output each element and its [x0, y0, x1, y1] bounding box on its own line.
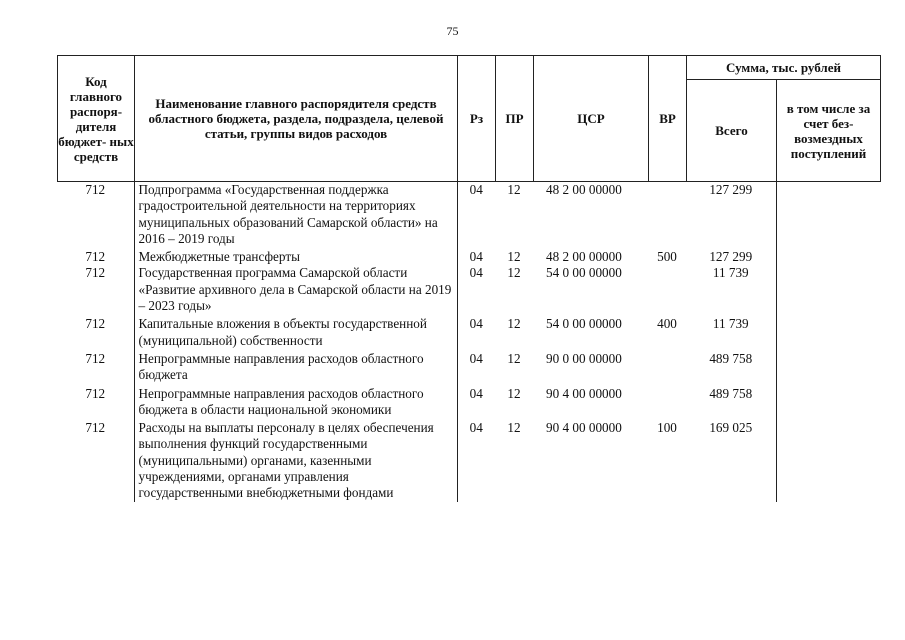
cell-vr: 400: [657, 316, 677, 332]
cell-pr: 12: [507, 420, 521, 436]
cell-vr: [648, 182, 686, 249]
header-sum: Сумма, тыс. рублей: [687, 56, 881, 80]
cell-name: Непрограммные направления расходов областного бюджета в области национальной экономики: [134, 386, 457, 421]
cell-code: 712: [57, 420, 134, 501]
cell-rz: 04: [469, 420, 483, 436]
cell-name: Расходы на выплаты персоналу в целях обеспечения выполнения функций государственными (муниципальными) органами, казенными учреждениями, органами управления государственными внебюджетными фондами: [134, 420, 457, 501]
cell-total: 127 299: [686, 182, 776, 249]
cell-total: 489 758: [686, 351, 776, 386]
cell-code: 712: [57, 386, 134, 421]
cell-csr: 48 2 00 00000: [546, 249, 622, 265]
table-row: [57, 182, 880, 249]
table-row: [57, 351, 880, 386]
header-pr: ПР: [496, 56, 534, 182]
header-rz: Рз: [458, 56, 496, 182]
cell-incl: [776, 386, 880, 421]
cell-vr: 100: [657, 420, 677, 436]
cell-incl: [776, 182, 880, 249]
budget-table-body: [57, 182, 880, 502]
cell-code: 712: [57, 351, 134, 386]
cell-total: 11 739: [686, 265, 776, 316]
cell-incl: [776, 420, 880, 501]
cell-csr: 48 2 00 00000: [546, 182, 622, 197]
cell-rz: 04: [469, 265, 483, 281]
cell-name: Государственная программа Самарской области «Развитие архивного дела в Самарской области на 2019 – 2023 годы»: [134, 265, 457, 316]
header-name: Наименование главного распорядителя средств областного бюджета, раздела, подраздела, целевой статьи, группы видов расходов: [135, 56, 458, 182]
cell-total: 489 758: [686, 386, 776, 421]
header-total: Всего: [687, 80, 777, 182]
page-number: 75: [446, 24, 459, 38]
header-code: Код главного распоря- дителя бюджет- ных средств: [58, 56, 135, 182]
cell-pr: 12: [507, 249, 521, 265]
cell-code: 712: [57, 316, 134, 351]
cell-code: 712: [57, 265, 134, 316]
cell-rz: 04: [469, 350, 483, 366]
cell-rz: 04: [469, 316, 483, 332]
cell-vr: [648, 265, 686, 316]
cell-code: 712: [57, 182, 134, 249]
cell-csr: 90 0 00 00000: [546, 350, 622, 366]
cell-rz: 04: [469, 182, 483, 197]
table-row: [57, 265, 880, 316]
cell-name: Капитальные вложения в объекты государственной (муниципальной) собственности: [134, 316, 457, 351]
cell-incl: [776, 249, 880, 265]
cell-incl: [776, 265, 880, 316]
cell-name: Непрограммные направления расходов областного бюджета: [134, 351, 457, 386]
table-row: [57, 316, 880, 351]
cell-total: 11 739: [686, 316, 776, 351]
header-csr: ЦСР: [534, 56, 649, 182]
cell-rz: 04: [469, 249, 483, 265]
cell-total: 169 025: [686, 420, 776, 501]
cell-csr: 90 4 00 00000: [546, 420, 622, 436]
cell-total: 127 299: [686, 249, 776, 265]
header-vr: ВР: [649, 56, 687, 182]
cell-pr: 12: [507, 265, 521, 281]
cell-rz: 04: [469, 385, 483, 401]
table-row: [57, 249, 880, 265]
cell-incl: [776, 351, 880, 386]
table-row: [57, 386, 880, 421]
cell-code: 712: [57, 249, 134, 265]
cell-pr: 12: [507, 316, 521, 332]
cell-pr: 12: [507, 350, 521, 366]
table-row: [57, 420, 880, 501]
cell-vr: [648, 386, 686, 421]
cell-vr: 500: [657, 249, 677, 265]
header-incl: в том числе за счет без- возмездных поступлений: [777, 80, 881, 182]
cell-name: Межбюджетные трансферты: [134, 249, 457, 265]
cell-csr: 90 4 00 00000: [546, 385, 622, 401]
cell-incl: [776, 316, 880, 351]
cell-csr: 54 0 00 00000: [546, 316, 622, 332]
cell-csr: 54 0 00 00000: [546, 265, 622, 281]
cell-name: Подпрограмма «Государственная поддержка градостроительной деятельности на территориях муниципальных образований Самарской области» на 2016 – 2019 годы: [134, 182, 457, 249]
table-header: [57, 55, 881, 182]
cell-pr: 12: [507, 385, 521, 401]
cell-pr: 12: [507, 182, 521, 197]
cell-vr: [648, 351, 686, 386]
